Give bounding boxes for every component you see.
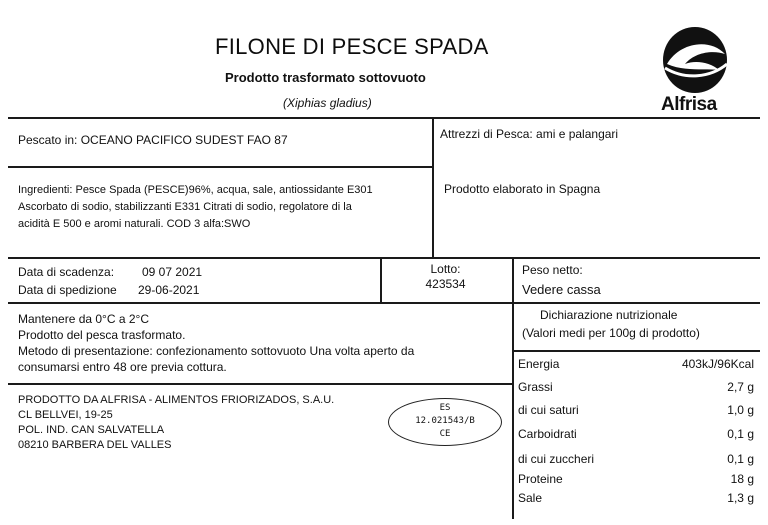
divider-col-1 <box>432 117 434 257</box>
brand-logo <box>655 24 735 119</box>
nutrition-title: Dichiarazione nutrizionale <box>540 308 678 322</box>
nutrient-value: 1,3 g <box>727 491 754 505</box>
nutrition-subtitle: (Valori medi per 100g di prodotto) <box>522 326 700 340</box>
nutrient-value: 2,7 g <box>727 380 754 394</box>
divider-col-lotto-left <box>380 257 382 303</box>
attrezzi-pesca: Attrezzi di Pesca: ami e palangari <box>440 127 619 141</box>
nutrient-value: 403kJ/96Kcal <box>681 357 754 371</box>
divider-row-2 <box>8 257 760 259</box>
net-weight-label: Peso netto: <box>522 263 583 277</box>
storage-line: Metodo di presentazione: confezionamento sottovuoto Una volta aperto da <box>18 344 415 358</box>
stamp-ce: CE <box>439 429 451 439</box>
product-subtitle: Prodotto trasformato sottovuoto <box>225 70 426 85</box>
divider-row-4 <box>8 383 512 385</box>
brand-name: Alfrisa <box>661 94 717 115</box>
nutrient-value: 18 g <box>730 472 754 486</box>
shipping-label: Data di spedizione <box>18 283 117 297</box>
nutrient-label: Energia <box>518 357 560 371</box>
storage-line: Mantenere da 0°C a 2°C <box>18 312 150 326</box>
storage-line: Prodotto del pesca trasformato. <box>18 328 186 342</box>
nutrient-label: Sale <box>518 491 543 505</box>
storage-instructions <box>18 311 414 375</box>
ingredients-list <box>18 182 373 233</box>
producer-line: PRODOTTO DA ALFRISA - ALIMENTOS FRIORIZADOS, S.A.U. <box>18 394 335 406</box>
nutrient-label: Grassi <box>518 380 553 394</box>
shipping-date: 29-06-2021 <box>138 283 200 297</box>
nutrient-label: di cui saturi <box>518 403 579 417</box>
producer-address <box>18 393 334 453</box>
nutrient-label: Carboidrati <box>518 427 577 441</box>
expiry-label: Data di scadenza: <box>18 265 115 279</box>
stamp-number: 12.021543/B <box>415 416 475 426</box>
lot-number: 423534 <box>425 277 466 291</box>
nutrient-value: 0,1 g <box>727 452 754 466</box>
ingredients-line: acidità E 500 e aromi naturali. COD 3 alfa:SWO <box>18 218 251 230</box>
storage-line: consumarsi entro 48 ore previa cottura. <box>18 360 227 374</box>
divider-top <box>8 117 760 119</box>
divider-row-3 <box>8 302 760 304</box>
expiry-date: 09 07 2021 <box>142 265 203 279</box>
pescato-in: Pescato in: OCEANO PACIFICO SUDEST FAO 87 <box>18 133 288 147</box>
producer-line: POL. IND. CAN SALVATELLA <box>18 424 165 436</box>
health-mark-stamp <box>388 398 502 446</box>
divider-nutrition-header <box>512 350 760 352</box>
lot-label: Lotto: <box>430 262 461 276</box>
lot-box <box>383 262 508 302</box>
product-origin: Prodotto elaborato in Spagna <box>444 182 601 196</box>
divider-col-nutrition <box>512 257 514 519</box>
divider-row-1 <box>8 166 432 168</box>
stamp-country: ES <box>439 403 451 413</box>
nutrient-value: 0,1 g <box>727 427 754 441</box>
product-title: FILONE DI PESCE SPADA <box>215 34 489 59</box>
net-weight-value: Vedere cassa <box>522 282 601 297</box>
nutrient-label: di cui zuccheri <box>518 452 595 466</box>
nutrient-value: 1,0 g <box>727 403 754 417</box>
scientific-name: (Xiphias gladius) <box>283 96 372 110</box>
producer-line: CL BELLVEI, 19-25 <box>18 409 113 421</box>
ingredients-line: Ascorbato di sodio, stabilizzanti E331 Citrati di sodio, regolatore di la <box>18 201 352 213</box>
ingredients-line: Ingredienti: Pesce Spada (PESCE)96%, acqua, sale, antiossidante E301 <box>18 184 373 196</box>
fish-logo-icon <box>655 24 735 96</box>
nutrient-label: Proteine <box>518 472 563 486</box>
producer-line: 08210 BARBERA DEL VALLES <box>18 439 172 451</box>
